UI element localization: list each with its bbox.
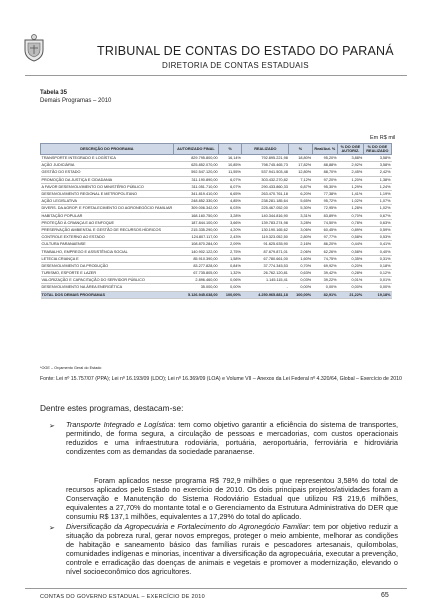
value-cell: 6,07% [219, 183, 242, 190]
value-cell: 35.000,00 [173, 284, 218, 291]
table-note: *OGE – Orçamento Geral do Estado [40, 366, 102, 370]
value-cell: 74,50% [312, 219, 337, 226]
value-cell: 215.335.290,00 [173, 226, 218, 233]
col-header: Real/Aut. % [312, 144, 337, 155]
value-cell: 2,43% [219, 234, 242, 241]
value-cell: 119.323.052,50 [242, 234, 289, 241]
value-cell: 95,20% [312, 155, 337, 162]
value-cell: 97,77% [312, 234, 337, 241]
value-cell: 798.745.465,73 [242, 162, 289, 169]
value-cell: 3,58% [363, 155, 391, 162]
value-cell: 309.006.342,00 [173, 205, 218, 212]
value-cell: 82,91% [312, 291, 337, 298]
table-label: Tabela 35 [40, 90, 67, 96]
value-cell: 0,58% [338, 248, 364, 255]
value-cell: 3,66% [219, 219, 242, 226]
value-cell: 0,67% [363, 212, 391, 219]
table-total-row [41, 291, 392, 298]
value-cell: 19,18% [363, 291, 391, 298]
value-cell: 72,95% [312, 205, 337, 212]
value-cell: 11,55% [219, 169, 242, 176]
value-cell: 311.051.710,00 [173, 183, 218, 190]
value-cell: 1,20% [338, 176, 364, 183]
value-cell: 341.819.410,00 [173, 190, 218, 197]
value-cell: 3,31% [289, 212, 312, 219]
table-row [41, 277, 392, 284]
value-cell: 168.160.750,00 [173, 212, 218, 219]
value-cell: 37.774.345,53 [242, 262, 289, 269]
value-cell: 829.795.800,00 [173, 155, 218, 162]
program-name-cell: TRABALHO, EMPREGO E ASSISTÊNCIA SOCIAL [41, 248, 174, 255]
table-row [41, 255, 392, 262]
value-cell: 248.852.330,00 [173, 198, 218, 205]
value-cell: 39,42% [312, 270, 337, 277]
program-name-cell: AÇÃO JUDICIÁRIA [41, 162, 174, 169]
bullet-text: : tem como objetivo garantir a eficiência do sistema de transportes, permitindo, de forma segura, a circulação de pessoas e mercadorias, com custos operacionais reduzidos e uma infraestrutura rodoviária, portuária, aeroportuária, ferroviária e hidroviária condizentes com as demandas da sociedade paranaense. [66, 420, 398, 457]
bullet-paragraph: Foram aplicados nesse programa R$ 792,9 milhões o que representou 3,58% do total de recursos aplicados pelo Estado no exercício de 2010. Os dois principais projetos/atividades foram a Conservação e Manutenção do Sistema Rodoviário Estadual que utilizou R$ 219,6 milhões, equivalentes a 27,70% do montante total e o Gerenciamento da Estrutura Administrativa do DER que consumiu R$ 137,1 milhões, equivalentes a 17,29% do total do aplicado. [66, 476, 398, 522]
program-name-cell: DESENVOLVIMENTO NA ÁREA ENERGÉTICA [41, 284, 174, 291]
intro-text: Dentre estes programas, destacam-se: [40, 403, 184, 413]
value-cell: 6,20% [289, 190, 312, 197]
value-cell: 74,75% [312, 255, 337, 262]
value-cell: 0,70% [338, 212, 364, 219]
unit-label: Em R$ mil [370, 135, 396, 141]
value-cell: 139.783.274,98 [242, 219, 289, 226]
value-cell: 0,00% [312, 284, 337, 291]
table-row [41, 262, 392, 269]
table-row [41, 176, 392, 183]
table-row [41, 155, 392, 162]
table-row [41, 241, 392, 248]
value-cell: 0,00% [289, 284, 312, 291]
bullet-text: : tem por objetivo reduzir a situação da pobreza rural, gerar novos empregos, proteger o meio ambiente, melhorar as condições de habitação e saneamento básico das famílias rurais e pescadores artesanais, quilombolas, comunidades indígenas e minorias, incentivar a diversificação da agropecuária, executar a prevenção, controle e erradicação das doenças de animais e vegetais e promover a modernização, elevando o nível socioeconômico dos agricultores. [66, 522, 398, 577]
value-cell: 5.126.945.638,00 [173, 291, 218, 298]
value-cell: 95,72% [312, 198, 337, 205]
value-cell: 17,82% [289, 162, 312, 169]
col-header: % DO OGE REALIZADO [363, 144, 391, 155]
value-cell: 0,44% [338, 241, 364, 248]
value-cell: 124.807.117,00 [173, 234, 218, 241]
value-cell: 0,06% [219, 277, 242, 284]
value-cell: 0,00% [338, 284, 364, 291]
value-cell: 67.735.805,00 [173, 270, 218, 277]
value-cell: 39,22% [312, 277, 337, 284]
value-cell: 26.762.120,81 [242, 270, 289, 277]
value-cell: 88,70% [312, 169, 337, 176]
page-number: 65 [381, 592, 389, 599]
value-cell: 2,75% [219, 248, 242, 255]
col-header: % [219, 144, 242, 155]
value-cell: 4.250.965.881,18 [242, 291, 289, 298]
value-cell: 225.467.052,00 [242, 205, 289, 212]
value-cell: 86,20% [312, 241, 337, 248]
value-cell: 238.281.185,64 [242, 198, 289, 205]
value-cell: 12,80% [289, 169, 312, 176]
value-cell: 95,30% [312, 183, 337, 190]
value-cell: 303.432.270,82 [242, 176, 289, 183]
value-cell: 0,28% [338, 270, 364, 277]
value-cell: 10,85% [219, 162, 242, 169]
value-cell: 0,78% [338, 219, 364, 226]
programs-table [40, 143, 392, 299]
value-cell: 0,12% [363, 270, 391, 277]
table-row [41, 162, 392, 169]
program-name-cell: GESTÃO DO ESTADO [41, 169, 174, 176]
value-cell: 6,07% [219, 176, 242, 183]
table-body [41, 155, 392, 299]
value-cell: 0,53% [363, 234, 391, 241]
value-cell: 100,00% [289, 291, 312, 298]
table-row [41, 270, 392, 277]
col-header: % DO OGE AUTORIZ. [338, 144, 364, 155]
col-header: % [289, 144, 312, 155]
value-cell: 4,85% [219, 198, 242, 205]
value-cell: 0,41% [363, 241, 391, 248]
arrow-bullet-icon: ➢ [49, 525, 55, 532]
value-cell: 85.910.390,00 [173, 255, 218, 262]
value-cell: 290.433.860,33 [242, 183, 289, 190]
value-cell: 0,18% [363, 262, 391, 269]
value-cell: 100,00% [219, 291, 242, 298]
value-cell: 1,24% [363, 183, 391, 190]
value-cell: 1,41% [338, 190, 364, 197]
program-name-cell: TOTAL DOS DEMAIS PROGRAMAS [41, 291, 174, 298]
value-cell: 0,63% [363, 219, 391, 226]
value-cell: 0,00% [219, 284, 242, 291]
value-cell: 5,65% [289, 198, 312, 205]
program-name-cell: VALORIZAÇÃO E CAPACITAÇÃO DO SERVIDOR PÚBLICO [41, 277, 174, 284]
bullet-paragraph [66, 522, 398, 577]
value-cell: 592.547.120,00 [173, 169, 218, 176]
value-cell: 83.277.828,00 [173, 262, 218, 269]
value-cell: 2,16% [289, 241, 312, 248]
table-header-row [41, 144, 392, 155]
value-cell: 1,29% [338, 183, 364, 190]
value-cell: 263.470.761,18 [242, 190, 289, 197]
value-cell: 5,30% [289, 205, 312, 212]
table-row [41, 212, 392, 219]
page-header [0, 0, 432, 72]
value-cell: 2.896.460,00 [173, 277, 218, 284]
value-cell: 1,07% [363, 198, 391, 205]
value-cell: 0,84% [219, 262, 242, 269]
program-name-cell: HABITAÇÃO POPULAR [41, 212, 174, 219]
value-cell: 311.190.890,00 [173, 176, 218, 183]
value-cell: 2,06% [289, 248, 312, 255]
value-cell: 3,28% [219, 212, 242, 219]
table-row [41, 248, 392, 255]
value-cell: 67.780.661,00 [242, 255, 289, 262]
table-row [41, 226, 392, 233]
value-cell: 83,89% [312, 212, 337, 219]
value-cell: 77,38% [312, 190, 337, 197]
value-cell: 1,02% [338, 198, 364, 205]
org-title: TRIBUNAL DE CONTAS DO ESTADO DO PARANÁ [97, 44, 394, 58]
value-cell: 140.344.816,90 [242, 212, 289, 219]
value-cell: 130.190.165,62 [242, 226, 289, 233]
value-cell: 69,92% [312, 262, 337, 269]
value-cell: 2,45% [338, 169, 364, 176]
value-cell: 0,31% [363, 255, 391, 262]
footer-text: CONTAS DO GOVERNO ESTADUAL – EXERCÍCIO DE 2010 [40, 594, 205, 600]
value-cell: 1,28% [338, 205, 364, 212]
value-cell: 1,32% [219, 270, 242, 277]
col-header: REALIZADO [242, 144, 289, 155]
bullet-title: Diversificação da Agropecuária e Fortalecimento do Agronegócio Familiar [66, 522, 309, 531]
program-name-cell: PROTEÇÃO À CRIANÇA E AO ENFOQUE [41, 219, 174, 226]
program-name-cell: DESENVOLVIMENTO REGIONAL E METROPOLITANO [41, 190, 174, 197]
value-cell: 6,87% [289, 183, 312, 190]
value-cell: 18,80% [289, 155, 312, 162]
col-header: DESCRIÇÃO DO PROGRAMA [41, 144, 174, 155]
program-name-cell: DIVERS. DA AGROP. E FORTALECIMENTO DO AGRONEGÓCIO FAMILIAR [41, 206, 173, 211]
value-cell: 0,59% [363, 226, 391, 233]
value-cell: 21,22% [338, 291, 364, 298]
value-cell: 60,45% [312, 226, 337, 233]
coat-of-arms-icon [22, 34, 46, 62]
value-cell: 0,20% [338, 262, 364, 269]
header-rule [25, 75, 407, 76]
value-cell: 1,38% [363, 176, 391, 183]
value-cell: 16,14% [219, 155, 242, 162]
value-cell: 3,88% [338, 155, 364, 162]
value-cell: 3,28% [289, 219, 312, 226]
table-row [41, 183, 392, 190]
value-cell: 1,19% [363, 190, 391, 197]
value-cell: 0,00% [363, 284, 391, 291]
value-cell: - [242, 284, 289, 291]
value-cell: 6,65% [219, 190, 242, 197]
value-cell: 0,03% [289, 277, 312, 284]
org-subtitle: DIRETORIA DE CONTAS ESTADUAIS [162, 61, 309, 70]
value-cell: 0,01% [363, 277, 391, 284]
program-name-cell: AÇÃO LEGISLATIVA [41, 198, 174, 205]
program-name-cell: PRESERVAÇÃO AMBIENTAL E GESTÃO DE RECURSOS HÍDRICOS [41, 226, 174, 233]
value-cell: 140.902.122,00 [173, 248, 218, 255]
value-cell: 0,01% [338, 277, 364, 284]
value-cell: 87.679.871,01 [242, 248, 289, 255]
value-cell: 792.895.221,98 [242, 155, 289, 162]
value-cell: 91.625.635,90 [242, 241, 289, 248]
value-cell: 625.852.070,00 [173, 162, 218, 169]
value-cell: 2,80% [289, 234, 312, 241]
program-name-cell: CONTROLE EXTERNO AO ESTADO [41, 234, 174, 241]
footer-rule [25, 588, 407, 589]
arrow-bullet-icon: ➢ [49, 423, 55, 430]
value-cell: 3,58% [363, 162, 391, 169]
table-row [41, 190, 392, 197]
value-cell: 1,58% [219, 255, 242, 262]
program-name-cell: PROMOÇÃO DA JUSTIÇA E CIDADANIA [41, 176, 174, 183]
bullet-title: Transporte Integrado e Logística [66, 420, 174, 429]
value-cell: 6,03% [219, 205, 242, 212]
value-cell: 3,06% [289, 226, 312, 233]
value-cell: 2,09% [219, 241, 242, 248]
program-name-cell: TRANSPORTE INTEGRADO E LOGÍSTICA [41, 155, 174, 162]
value-cell: 0,89% [338, 226, 364, 233]
table-row [41, 205, 392, 212]
value-cell: 2,42% [363, 169, 391, 176]
value-cell: 1.145.115,41 [242, 277, 289, 284]
table-row [41, 169, 392, 176]
value-cell: 7,12% [289, 176, 312, 183]
value-cell: 97,20% [312, 176, 337, 183]
value-cell: 0,70% [289, 262, 312, 269]
value-cell: 108.870.284,00 [173, 241, 218, 248]
value-cell: 88,88% [312, 162, 337, 169]
table-row [41, 219, 392, 226]
value-cell: 0,58% [338, 234, 364, 241]
table-row [41, 284, 392, 291]
program-name-cell: TURISMO, ESPORTE E LAZER [41, 270, 174, 277]
value-cell: 187.844.100,00 [173, 219, 218, 226]
program-name-cell: A FAVOR DESENVOLVIMENTO DO MINISTÉRIO PÚBLICO [41, 183, 174, 190]
value-cell: 62,26% [312, 248, 337, 255]
program-name-cell: LETECIA CRIANÇA E [41, 255, 174, 262]
value-cell: 4,20% [219, 226, 242, 233]
value-cell: 1,60% [289, 255, 312, 262]
value-cell: 2,92% [338, 162, 364, 169]
value-cell: 0,35% [338, 255, 364, 262]
bullet-paragraph [66, 420, 398, 456]
value-cell: 537.941.503,48 [242, 169, 289, 176]
table-row [41, 198, 392, 205]
value-cell: 0,40% [363, 248, 391, 255]
table-row [41, 234, 392, 241]
col-header: AUTORIZADO FINAL [173, 144, 218, 155]
value-cell: 0,63% [289, 270, 312, 277]
value-cell: 1,02% [363, 205, 391, 212]
table-source: Fonte: Lei nº 15.757/07 (PPA); Lei nº 16.193/09 (LDO); Lei nº 16.369/09 (LOA) e Volume VII – Anexos da Lei Federal nº 4.320/64, Global – Exercício de 2010 [40, 376, 402, 382]
table-name: Demais Programas – 2010 [40, 98, 112, 104]
program-name-cell: CULTURA PARANAENSE [41, 241, 174, 248]
program-name-cell: DESENVOLVIMENTO DA PRODUÇÃO [41, 262, 174, 269]
